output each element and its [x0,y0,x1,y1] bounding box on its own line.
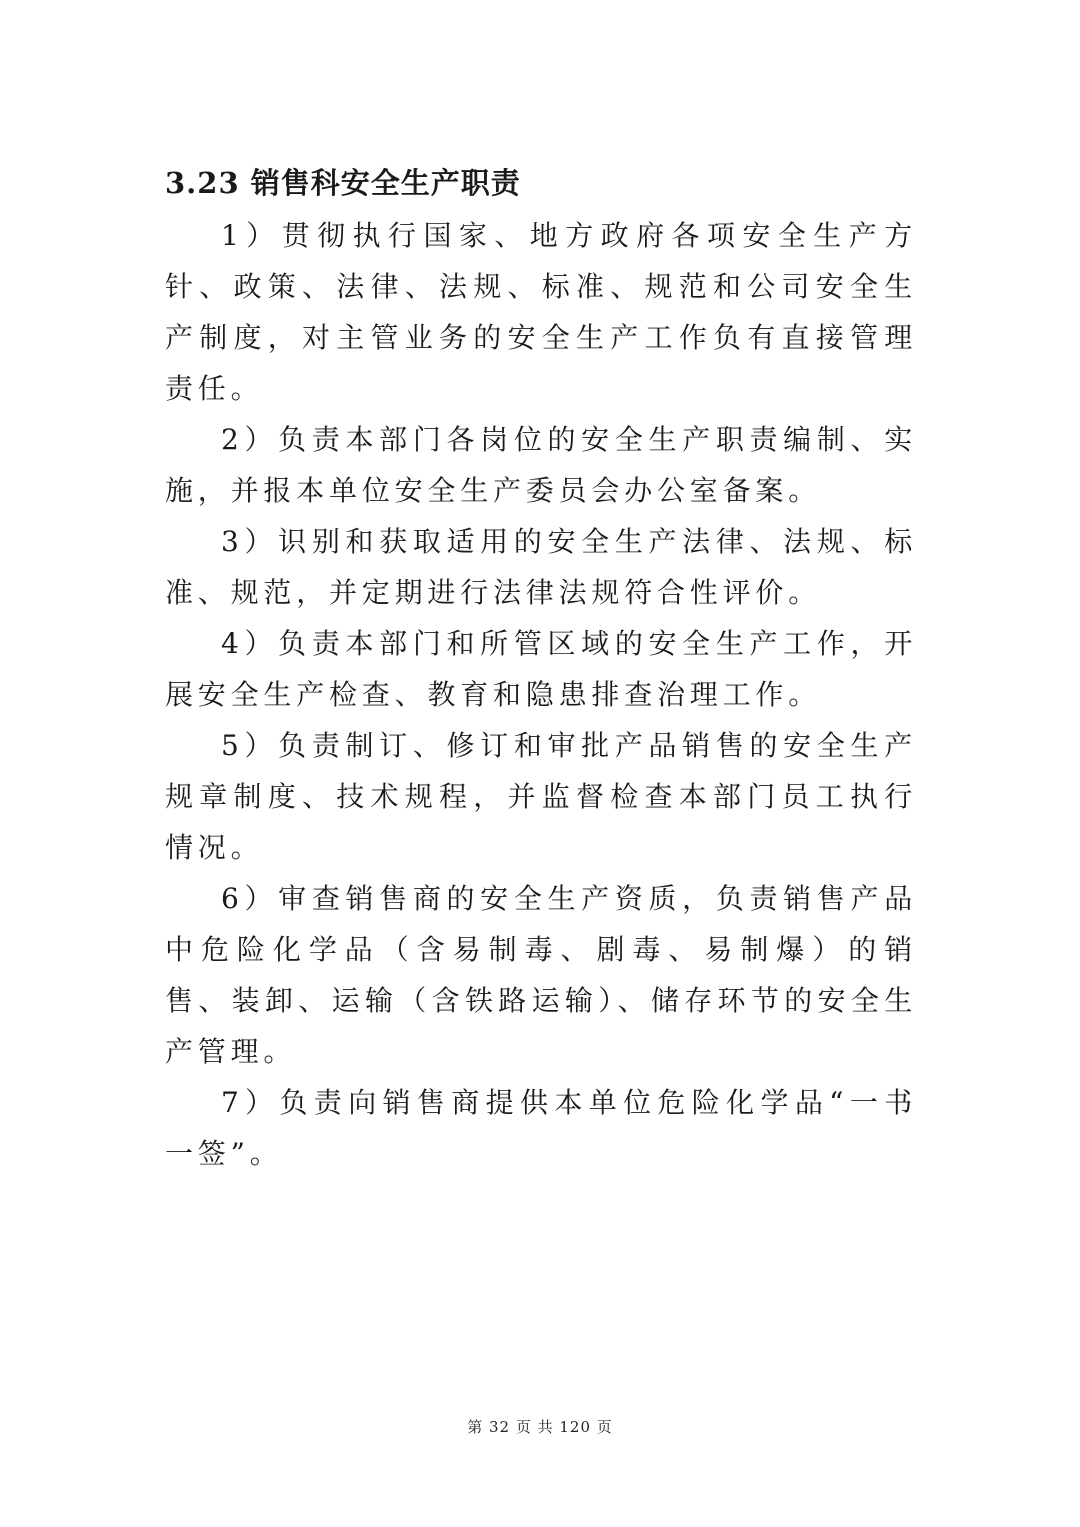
section-heading: 3.23 销售科安全生产职责 [165,166,521,200]
paragraph-4: 4）负责本部门和所管区域的安全生产工作，开展安全生产检查、教育和隐患排查治理工作。 [165,627,917,711]
paragraph-3: 3）识别和获取适用的安全生产法律、法规、标准、规范，并定期进行法律法规符合性评价。 [165,525,917,609]
section-body [165,210,917,1179]
page-number-footer: 第 32 页 共 120 页 [467,1418,613,1436]
paragraph-2: 2）负责本部门各岗位的安全生产职责编制、实施，并报本单位安全生产委员会办公室备案。 [165,423,917,507]
paragraph-7: 7）负责向销售商提供本单位危险化学品“一书一签”。 [165,1086,917,1170]
paragraph-1: 1）贯彻执行国家、地方政府各项安全生产方针、政策、法律、法规、标准、规范和公司安全生产制度，对主管业务的安全生产工作负有直接管理责任。 [165,219,917,405]
paragraph-6: 6）审查销售商的安全生产资质，负责销售产品中危险化学品（含易制毒、剧毒、易制爆）的销售、装卸、运输（含铁路运输）、储存环节的安全生产管理。 [165,882,917,1068]
paragraph-5: 5）负责制订、修订和审批产品销售的安全生产规章制度、技术规程，并监督检查本部门员工执行情况。 [165,729,917,864]
